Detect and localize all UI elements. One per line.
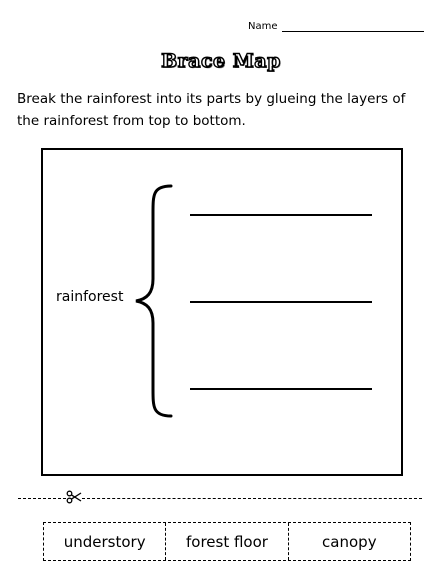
answer-line-1[interactable]	[190, 214, 372, 216]
brace-map-frame	[41, 148, 403, 476]
curly-brace	[133, 183, 175, 419]
name-label: Name	[248, 21, 278, 32]
instructions-text: Break the rainforest into its parts by glueing the layers of the rainforest from top to bottom.	[17, 91, 406, 129]
cut-out-cards	[43, 522, 411, 561]
card-forest-floor[interactable]: forest floor	[165, 523, 287, 560]
cut-dash-right	[82, 498, 422, 499]
name-field[interactable]	[248, 20, 424, 32]
cut-dash-left	[18, 498, 66, 499]
name-underline[interactable]	[282, 20, 424, 32]
root-label: rainforest	[56, 289, 124, 305]
page-title: Brace Map	[161, 50, 281, 72]
answer-line-2[interactable]	[190, 301, 372, 303]
card-canopy[interactable]: canopy	[288, 523, 410, 560]
scissors-icon	[66, 490, 82, 504]
answer-line-3[interactable]	[190, 388, 372, 390]
cut-line	[18, 490, 422, 504]
card-understory[interactable]: understory	[63, 532, 146, 551]
